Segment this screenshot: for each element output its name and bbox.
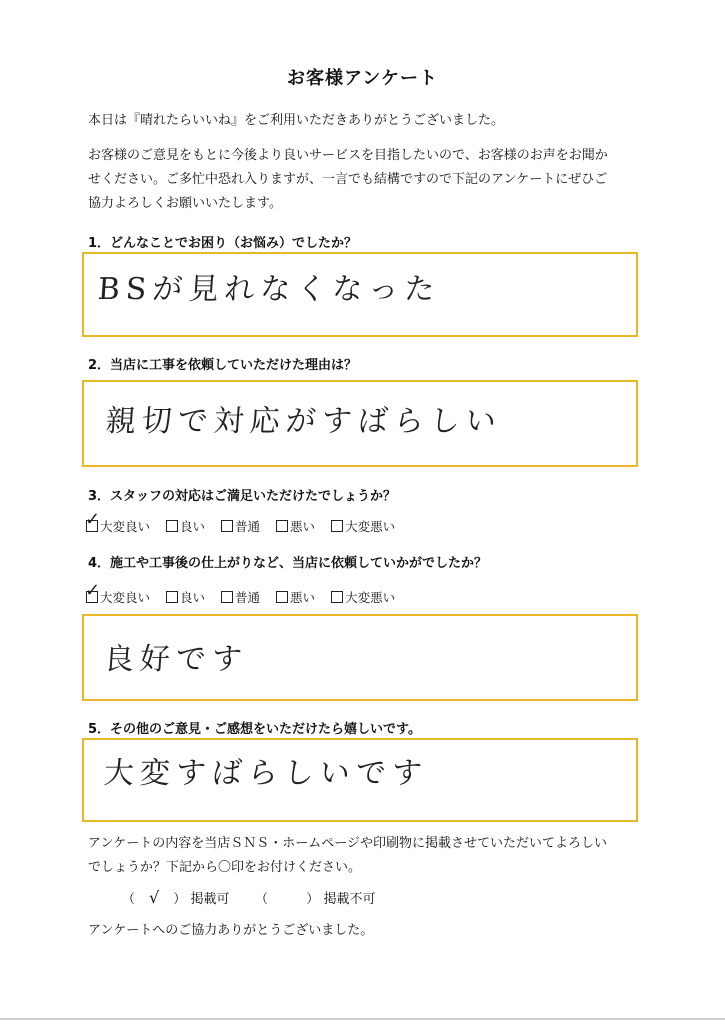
question-1-handwritten-answer: BSが見れなくなった — [96, 272, 442, 307]
q3-option-very-bad[interactable] — [331, 517, 395, 535]
question-1-label: 1．どんなことでお困り（お悩み）でしたか？ — [88, 236, 358, 251]
intro-line-3: せください。ご多忙中恐れ入りますが、一言でも結構ですので下記のアンケートにぜひご — [88, 172, 608, 187]
thanks-message: アンケートへのご協力ありがとうございました。 — [88, 923, 374, 938]
checkbox[interactable] — [331, 520, 343, 532]
q3-option-label: 大変悪い — [345, 519, 396, 534]
question-4-label: 4．施工や工事後の仕上がりなど、当店に依頼していかがでしたか？ — [88, 556, 488, 571]
q3-option-label: 良い — [180, 519, 206, 534]
question-5-label: 5．その他のご意見・ご感想をいただけたら嬉しいです。 — [88, 722, 422, 737]
q4-option-label: 良い — [180, 590, 206, 605]
page-title: お客様アンケート — [287, 68, 438, 89]
intro-line-1: 本日は『晴れたらいいね』をご利用いただきありがとうございました。 — [88, 113, 505, 128]
publish-ok-label: 掲載可 — [190, 892, 230, 907]
q3-option-label: 普通 — [235, 519, 261, 534]
q4-option-label: 大変悪い — [345, 590, 396, 605]
publish-question-line-2: でしょうか？下記から〇印をお付けください。 — [88, 860, 362, 875]
q4-option-good[interactable] — [166, 588, 205, 606]
question-5-answer-box[interactable] — [82, 738, 638, 822]
q4-option-label: 大変良い — [100, 590, 151, 605]
publish-question-line-1: アンケートの内容を当店ＳＮＳ・ホームページや印刷物に掲載させていただいてよろしい — [88, 836, 607, 851]
checkbox[interactable] — [221, 520, 233, 532]
checkbox[interactable] — [276, 591, 288, 603]
question-2-answer-box[interactable] — [82, 380, 638, 467]
publish-ok-option[interactable] — [122, 888, 229, 907]
question-4-handwritten-answer: 良好です — [102, 642, 249, 677]
q4-option-bad[interactable] — [276, 588, 315, 606]
check-mark-icon: ✓ — [85, 509, 101, 530]
publish-ng-option[interactable] — [255, 888, 375, 907]
paren-open: （ — [122, 892, 136, 907]
paren-close: ） — [173, 892, 187, 907]
question-5-handwritten-answer: 大変すばらしいです — [102, 756, 429, 791]
question-2-label: 2．当店に工事を依頼していただけた理由は？ — [88, 358, 358, 373]
checkbox[interactable] — [166, 520, 178, 532]
paren-close: ） — [306, 892, 320, 907]
q4-option-very-good[interactable] — [85, 580, 151, 606]
q3-option-bad[interactable] — [276, 517, 315, 535]
checkbox[interactable] — [85, 509, 101, 532]
check-mark-icon: √ — [149, 888, 160, 907]
publish-ng-label: 掲載不可 — [323, 892, 376, 907]
question-3-options — [85, 509, 411, 535]
q3-option-label: 大変良い — [100, 519, 151, 534]
intro-line-4: 協力よろしくお願いいたします。 — [88, 196, 282, 211]
question-2-handwritten-answer: 親切で対応がすばらしい — [104, 404, 503, 439]
question-4-answer-box[interactable] — [82, 614, 638, 701]
question-3-label: 3．スタッフの対応はご満足いただけたでしょうか？ — [88, 489, 397, 504]
question-4-options — [85, 580, 411, 606]
question-1-answer-box[interactable] — [82, 252, 638, 337]
checkbox[interactable] — [331, 591, 343, 603]
page-bottom-edge — [0, 1018, 725, 1020]
checkbox[interactable] — [276, 520, 288, 532]
paren-open: （ — [255, 892, 269, 907]
check-mark-icon: ✓ — [85, 580, 101, 601]
checkbox[interactable] — [221, 591, 233, 603]
q3-option-very-good[interactable] — [85, 509, 151, 535]
checkbox[interactable] — [166, 591, 178, 603]
q4-option-very-bad[interactable] — [331, 588, 395, 606]
checkbox[interactable] — [85, 580, 101, 603]
q4-option-label: 普通 — [235, 590, 261, 605]
q4-option-normal[interactable] — [221, 588, 260, 606]
q4-option-label: 悪い — [290, 590, 316, 605]
q3-option-label: 悪い — [290, 519, 316, 534]
intro-line-2: お客様のご意見をもとに今後より良いサービスを目指したいので、お客様のお声をお聞か — [88, 148, 608, 163]
q3-option-normal[interactable] — [221, 517, 260, 535]
q3-option-good[interactable] — [166, 517, 205, 535]
